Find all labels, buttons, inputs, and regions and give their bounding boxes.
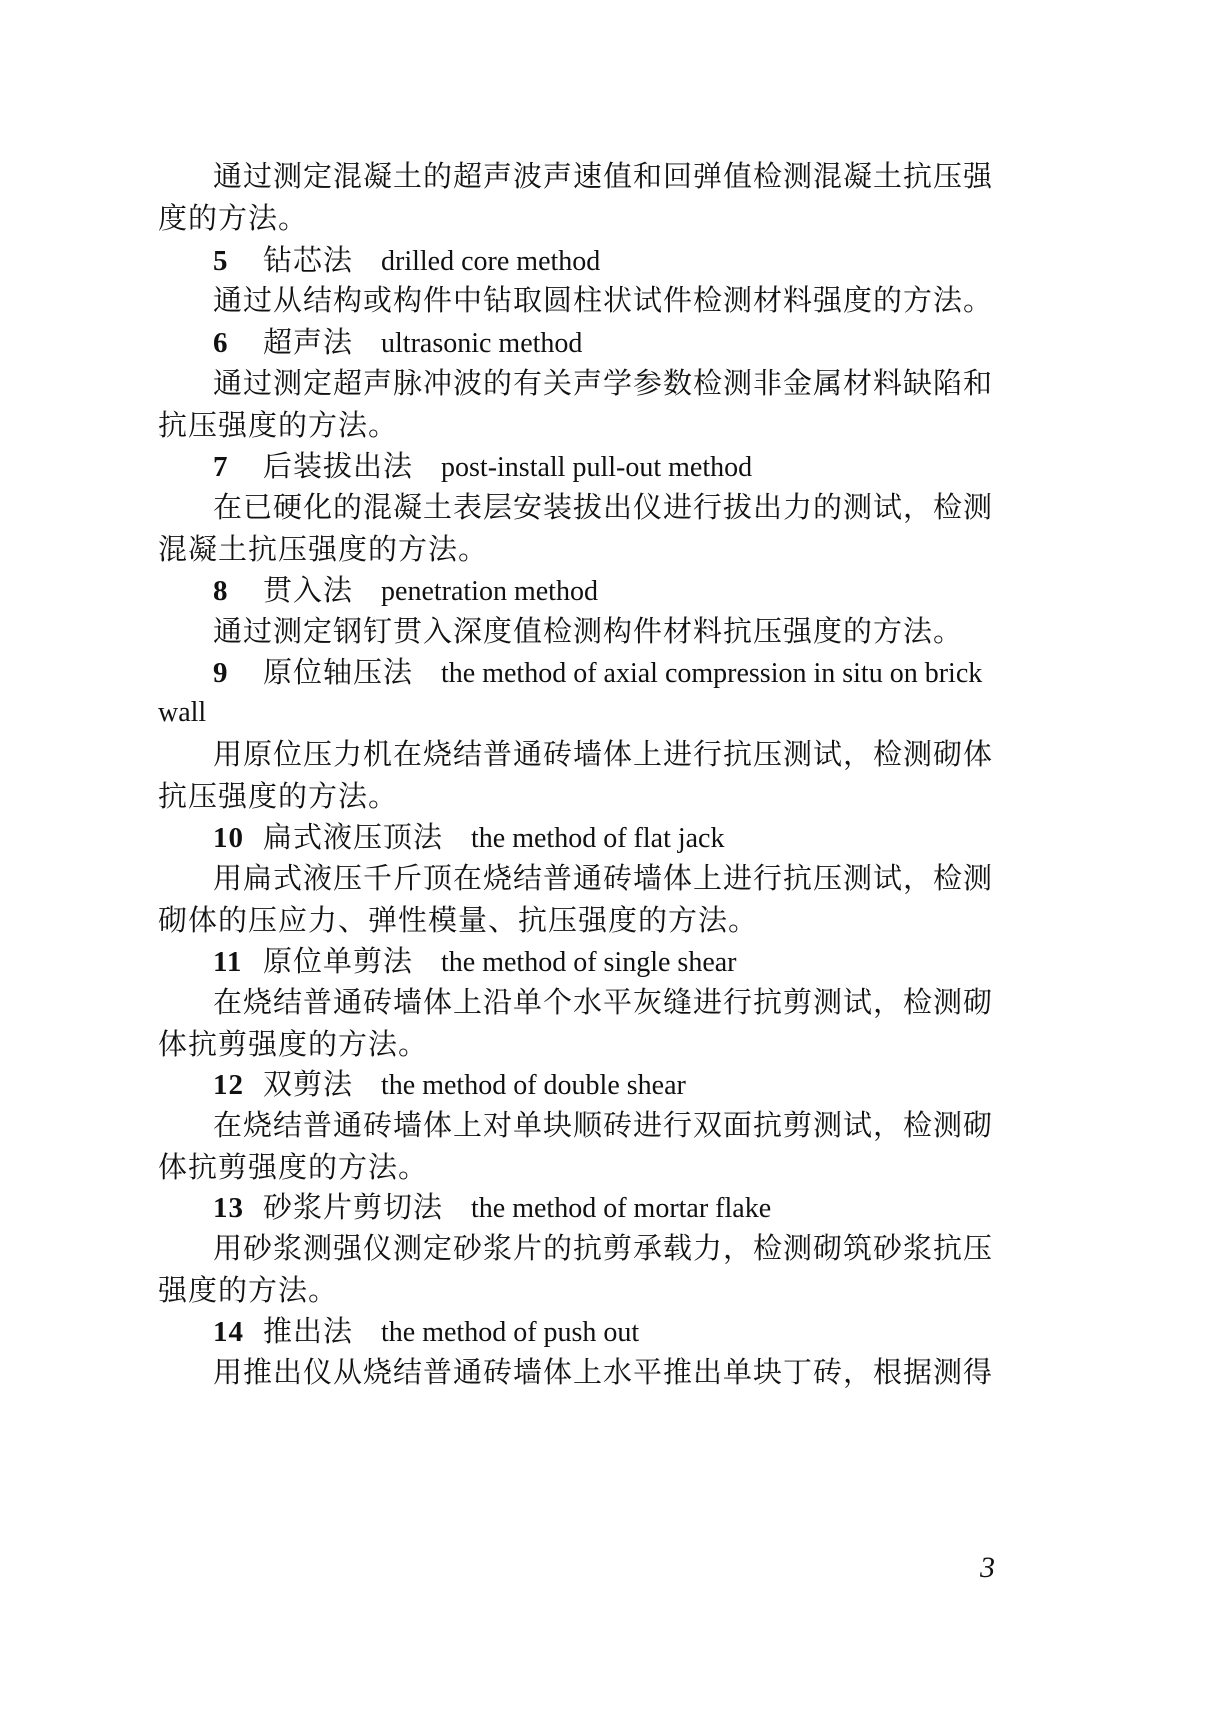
definition-line: 用砂浆测强仪测定砂浆片的抗剪承载力，检测砌筑砂浆抗压 — [213, 1231, 994, 1265]
term-chinese: 扁式液压顶法 — [263, 820, 444, 854]
definition-line: 通过从结构或构件中钻取圆柱状试件检测材料强度的方法。 — [213, 283, 994, 317]
term-english: penetration method — [381, 576, 598, 607]
definition-line: 体抗剪强度的方法。 — [158, 1150, 429, 1184]
term-english: the method of push out — [381, 1317, 640, 1348]
term-number: 13 — [213, 1192, 244, 1224]
definition-line: 用推出仪从烧结普通砖墙体上水平推出单块丁砖，根据测得 — [213, 1355, 994, 1389]
term-english: the method of flat jack — [471, 823, 725, 854]
definition-line: 用扁式液压千斤顶在烧结普通砖墙体上进行抗压测试，检测 — [213, 861, 994, 895]
term-number: 7 — [213, 451, 229, 483]
term-chinese: 原位轴压法 — [263, 655, 414, 689]
definition-line: 用原位压力机在烧结普通砖墙体上进行抗压测试，检测砌体 — [213, 737, 994, 771]
definition-line: 混凝土抗压强度的方法。 — [158, 532, 489, 566]
term-heading-8 — [213, 570, 598, 612]
definition-line: 体抗剪强度的方法。 — [158, 1027, 429, 1061]
term-heading-10 — [213, 817, 724, 859]
term-english: drilled core method — [381, 246, 601, 277]
term-heading-12 — [213, 1064, 686, 1106]
term-number: 5 — [213, 245, 229, 277]
term-chinese: 后装拔出法 — [263, 449, 414, 483]
intro-line-1: 通过测定混凝土的超声波声速值和回弹值检测混凝土抗压强 — [213, 159, 994, 193]
term-heading-11 — [213, 941, 737, 983]
term-chinese: 超声法 — [263, 325, 354, 359]
term-english: post-install pull-out method — [441, 452, 753, 483]
term-number: 8 — [213, 575, 229, 607]
term-heading-6 — [213, 322, 582, 364]
definition-line: 通过测定钢钉贯入深度值检测构件材料抗压强度的方法。 — [213, 614, 964, 648]
definition-line: 通过测定超声脉冲波的有关声学参数检测非金属材料缺陷和 — [213, 366, 994, 400]
page-number: 3 — [980, 1551, 995, 1584]
term-chinese: 原位单剪法 — [263, 944, 414, 978]
term-english: the method of axial compression in situ on brick — [441, 658, 983, 689]
intro-line-2: 度的方法。 — [158, 201, 309, 235]
term-heading-13 — [213, 1187, 771, 1229]
term-number: 10 — [213, 822, 244, 854]
term-english-continuation: wall — [158, 697, 207, 728]
term-chinese: 砂浆片剪切法 — [263, 1190, 444, 1224]
term-chinese: 钻芯法 — [263, 243, 354, 277]
definition-line: 强度的方法。 — [158, 1273, 339, 1307]
definition-line: 抗压强度的方法。 — [158, 408, 399, 442]
definition-line: 砌体的压应力、弹性模量、抗压强度的方法。 — [158, 903, 759, 937]
definition-line: 抗压强度的方法。 — [158, 779, 399, 813]
term-heading-5 — [213, 240, 600, 282]
definition-line: 在已硬化的混凝土表层安装拔出仪进行拔出力的测试，检测 — [213, 490, 994, 524]
term-chinese: 贯入法 — [263, 573, 354, 607]
term-number: 12 — [213, 1069, 244, 1101]
definition-line: 在烧结普通砖墙体上沿单个水平灰缝进行抗剪测试，检测砌 — [213, 985, 994, 1019]
term-english: the method of double shear — [381, 1070, 686, 1101]
term-number: 14 — [213, 1316, 244, 1348]
term-english: the method of mortar flake — [471, 1193, 772, 1224]
term-heading-9 — [213, 652, 982, 694]
term-heading-14 — [213, 1311, 639, 1353]
term-chinese: 双剪法 — [263, 1067, 354, 1101]
term-english: ultrasonic method — [381, 328, 583, 359]
term-chinese: 推出法 — [263, 1314, 354, 1348]
term-heading-7 — [213, 446, 752, 488]
term-number: 9 — [213, 657, 229, 689]
term-english: the method of single shear — [441, 947, 737, 978]
definition-line: 在烧结普通砖墙体上对单块顺砖进行双面抗剪测试，检测砌 — [213, 1108, 994, 1142]
term-number: 6 — [213, 327, 229, 359]
term-number: 11 — [213, 946, 243, 978]
